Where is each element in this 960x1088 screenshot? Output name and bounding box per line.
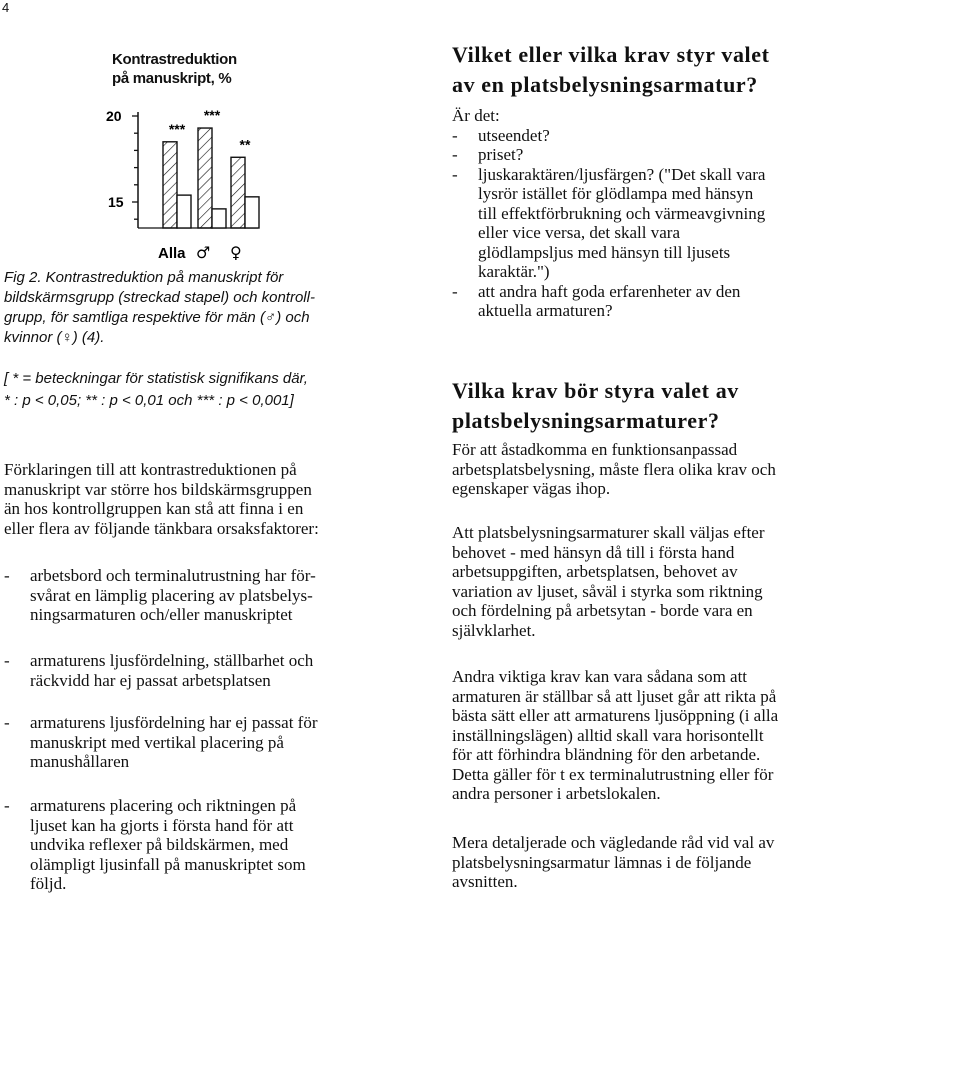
right-paragraph-4 — [452, 833, 872, 892]
heading-line: Vilket eller vilka krav styr valet — [452, 42, 770, 67]
bar-screen-group — [163, 142, 177, 228]
page-number: 4 — [2, 0, 10, 15]
left-bullet-2 — [4, 651, 404, 690]
bullet-line: manuskript med vertikal placering på — [30, 732, 284, 752]
text-line: andra personer i arbetslokalen. — [452, 784, 661, 803]
bullet-line: följd. — [30, 874, 67, 893]
text-line: arbetsuppgiften, arbetsplatsen, behovet av — [452, 562, 738, 581]
y-tick-label-15: 15 — [108, 194, 124, 210]
question-line: glödlampsljus med hänsyn till ljusets — [478, 242, 731, 262]
text-line: bästa sätt eller att armaturens ljusöppning (i alla — [452, 706, 779, 725]
heading-line: av en platsbelysningsarmatur? — [452, 72, 758, 97]
text-line: Detta gäller för t ex terminalutrustning eller för — [452, 764, 774, 784]
bullet-line: svårat en lämplig placering av platsbelys- — [30, 585, 313, 605]
question-item — [452, 165, 872, 282]
left-bullet-3 — [4, 713, 404, 772]
question-item — [452, 126, 872, 146]
bar-screen-group — [198, 128, 212, 228]
heading-line: Vilka krav bör styra valet av — [452, 378, 739, 403]
right-paragraph-1 — [452, 440, 872, 499]
text-line: För att åstadkomma en funktionsanpassad — [452, 440, 738, 459]
text-line: behovet - med hänsyn då till i första hand — [452, 542, 735, 562]
text-line: eller flera av följande tänkbara orsaksfaktorer: — [4, 518, 319, 538]
figure-caption — [4, 268, 414, 348]
bullet-line: armaturens ljusfördelning har ej passat för — [30, 713, 318, 732]
significance-label: *** — [168, 120, 186, 137]
text-line: för att förhindra bländning för den arbetande. — [452, 745, 761, 764]
bullet-line: olämpligt ljusinfall på manuskriptet som — [30, 854, 306, 874]
bullet-dash: - — [452, 281, 458, 301]
chart-title-line2: på manuskript, % — [112, 70, 232, 87]
bullet-line: armaturens ljusfördelning, ställbarhet och — [30, 651, 314, 670]
question-line: aktuella armaturen? — [478, 301, 613, 320]
question-intro: Är det: — [452, 106, 500, 125]
text-line: Förklaringen till att kontrastreduktionen på — [4, 460, 297, 479]
bullet-line: manushållaren — [30, 752, 130, 771]
note-line: [ * = beteckningar för statistisk signifikans där, — [4, 370, 308, 387]
significance-label: ** — [239, 136, 251, 153]
bar-control-group — [245, 197, 259, 228]
bullet-dash: - — [4, 651, 10, 670]
left-bullet-1 — [4, 566, 404, 625]
bullet-line: arbetsbord och terminalutrustning har för- — [30, 566, 316, 585]
bullet-dash: - — [452, 145, 458, 164]
significance-label: *** — [203, 107, 221, 124]
text-line: platsbelysningsarmatur lämnas i de följande — [452, 852, 752, 872]
question-line: priset? — [478, 145, 524, 164]
chart-title-line1: Kontrastreduktion — [112, 51, 237, 68]
question-line: att andra haft goda erfarenheter av den — [478, 281, 741, 301]
question-line: karaktär.") — [478, 262, 550, 281]
question-list — [452, 106, 872, 321]
text-line: självklarhet. — [452, 620, 536, 640]
bar-chart — [100, 100, 300, 265]
section-heading-1 — [452, 40, 872, 100]
x-label-male: ♂ — [196, 243, 211, 262]
text-line: inställningslägen) alltid skall vara horisontellt — [452, 725, 764, 745]
right-paragraph-2 — [452, 523, 872, 640]
text-line: Mera detaljerade och vägledande råd vid val av — [452, 833, 775, 852]
bar-screen-group — [231, 157, 245, 228]
question-item — [452, 145, 872, 165]
x-label-all: Alla — [158, 245, 186, 262]
text-line: arbetsplatsbelysning, måste flera olika krav och — [452, 459, 776, 479]
right-paragraph-3 — [452, 667, 872, 804]
caption-line: grupp, för samtliga respektive för män (♂) och — [4, 309, 310, 326]
bullet-line: ningsarmaturen och/eller manuskriptet — [30, 605, 293, 624]
caption-line: bildskärmsgrupp (streckad stapel) och kontroll- — [4, 289, 315, 306]
text-line: variation av ljuset, såväl i styrka som riktning — [452, 581, 763, 601]
question-item — [452, 282, 872, 321]
text-line: än hos kontrollgruppen kan stå att finna i en — [4, 499, 304, 518]
note-line: * : p < 0,05; ** : p < 0,01 och *** : p < 0,001] — [4, 392, 294, 409]
question-line: ljuskaraktären/ljusfärgen? ("Det skall vara — [478, 164, 766, 184]
bullet-line: räckvidd har ej passat arbetsplatsen — [30, 670, 271, 690]
text-line: och fördelning på arbetsytan - borde vara en — [452, 601, 753, 620]
bullet-line: undvika reflexer på bildskärmen, med — [30, 835, 289, 854]
bullet-line: armaturens placering och riktningen på — [30, 796, 297, 815]
significance-note — [4, 368, 424, 412]
question-line: lysrör istället för glödlampa med hänsyn — [478, 184, 754, 203]
bullet-dash: - — [452, 125, 458, 145]
left-bullet-4 — [4, 796, 404, 894]
x-label-female: ♀ — [230, 243, 242, 262]
question-line: utseendet? — [478, 125, 550, 145]
question-line: till effektförbrukning och värmeavgivning — [478, 203, 766, 223]
left-intro-paragraph — [4, 460, 400, 538]
section-heading-2 — [452, 376, 872, 436]
text-line: armaturen är ställbar så att ljuset går att rikta på — [452, 686, 777, 706]
bullet-dash: - — [4, 566, 10, 585]
bullet-dash: - — [4, 796, 10, 815]
question-line: eller vice versa, det skall vara — [478, 223, 681, 242]
text-line: manuskript var större hos bildskärmsgruppen — [4, 479, 312, 499]
text-line: egenskaper vägas ihop. — [452, 479, 611, 498]
bullet-dash: - — [4, 713, 10, 732]
y-tick-label-20: 20 — [106, 108, 122, 124]
chart-title — [112, 50, 272, 88]
heading-line: platsbelysningsarmaturer? — [452, 408, 720, 433]
caption-line: kvinnor (♀) (4). — [4, 329, 105, 346]
caption-line: Fig 2. Kontrastreduktion på manuskript för — [4, 269, 284, 286]
bullet-line: ljuset kan ha gjorts i första hand för att — [30, 815, 294, 835]
text-line: Att platsbelysningsarmaturer skall väljas efter — [452, 523, 765, 542]
bar-control-group — [177, 195, 191, 228]
text-line: avsnitten. — [452, 872, 518, 891]
bar-control-group — [212, 209, 226, 228]
text-line: Andra viktiga krav kan vara sådana som att — [452, 667, 748, 686]
bullet-dash: - — [452, 164, 458, 184]
